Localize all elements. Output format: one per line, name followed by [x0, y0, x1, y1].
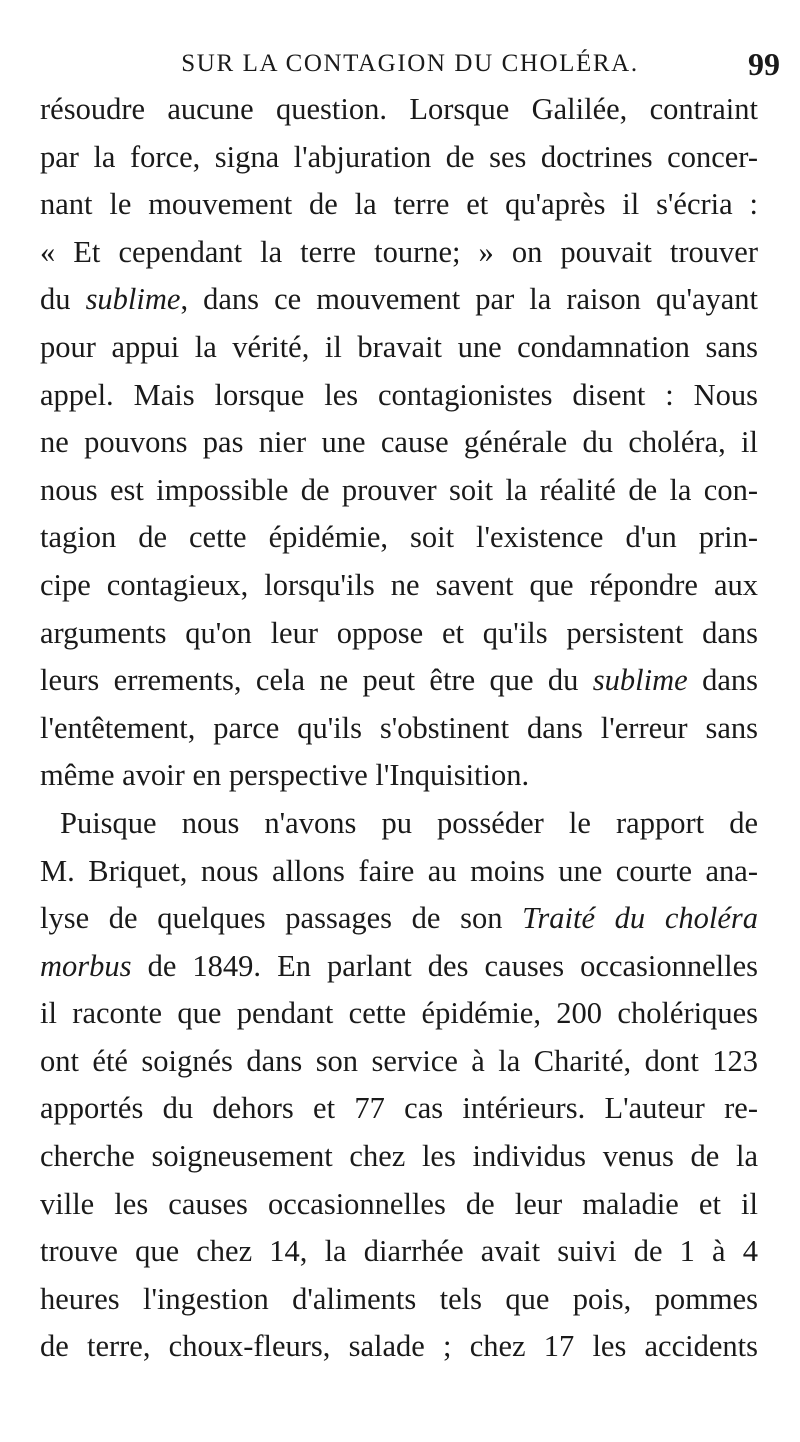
text-line: même avoir en perspective l'Inquisition.	[40, 758, 530, 793]
italic-title: Traité du choléra	[522, 901, 758, 936]
text-run: dans	[687, 663, 758, 698]
running-title: SUR LA CONTAGION DU CHOLÉRA.	[181, 50, 639, 77]
text-line	[40, 657, 758, 705]
text-line	[40, 895, 758, 943]
text-line: il raconte que pendant cette épidémie, 200 cholériques	[40, 996, 758, 1031]
text-line: arguments qu'on leur oppose et qu'ils persistent dans	[40, 615, 758, 650]
text-run: de 1849. En parlant des causes occasionnelles	[131, 948, 758, 983]
text-line: nous est impossible de prouver soit la réalité de la con-	[40, 472, 758, 507]
text-line: appel. Mais lorsque les contagionistes disent : Nous	[40, 377, 758, 412]
text-line: l'entêtement, parce qu'ils s'obstinent dans l'erreur sans	[40, 710, 758, 745]
italic-term: sublime	[85, 282, 181, 317]
page-number: 99	[748, 46, 780, 82]
text-line: M. Briquet, nous allons faire au moins une courte ana-	[40, 853, 758, 888]
text-line: pour appui la vérité, il bravait une condamnation sans	[40, 329, 758, 364]
text-line: cherche soigneusement chez les individus venus de la	[40, 1139, 758, 1174]
text-run: leurs errements, cela ne peut être que du	[40, 663, 593, 698]
text-run: du	[40, 282, 86, 317]
paragraph-start-line: Puisque nous n'avons pu posséder le rapport de	[60, 805, 758, 840]
italic-title: morbus	[40, 948, 132, 983]
text-line: ont été soignés dans son service à la Charité, dont 123	[40, 1043, 758, 1078]
text-line: « Et cependant la terre tourne; » on pouvait trouver	[40, 234, 758, 269]
text-line	[40, 276, 758, 324]
text-line: cipe contagieux, lorsqu'ils ne savent que répondre aux	[40, 567, 758, 602]
text-line: nant le mouvement de la terre et qu'après il s'écria :	[40, 187, 758, 222]
text-line: trouve que chez 14, la diarrhée avait suivi de 1 à 4	[40, 1234, 758, 1269]
text-line: de terre, choux-fleurs, salade ; chez 17 les accidents	[40, 1329, 758, 1364]
body-text	[40, 86, 758, 1371]
text-line: ville les causes occasionnelles de leur maladie et il	[40, 1186, 758, 1221]
text-line	[40, 943, 758, 991]
text-line: tagion de cette épidémie, soit l'existence d'un prin-	[40, 520, 758, 555]
text-line: par la force, signa l'abjuration de ses doctrines concer-	[40, 139, 758, 174]
text-run: lyse de quelques passages de son	[40, 901, 523, 936]
text-line: ne pouvons pas nier une cause générale du choléra, il	[40, 425, 758, 460]
text-line: résoudre aucune question. Lorsque Galilée, contraint	[40, 92, 758, 126]
text-run: , dans ce mouvement par la raison qu'ayant	[180, 282, 759, 317]
text-line: heures l'ingestion d'aliments tels que pois, pommes	[40, 1281, 758, 1316]
text-line: apportés du dehors et 77 cas intérieurs. L'auteur re-	[40, 1091, 758, 1126]
italic-term: sublime	[592, 663, 688, 698]
running-head	[40, 46, 780, 90]
